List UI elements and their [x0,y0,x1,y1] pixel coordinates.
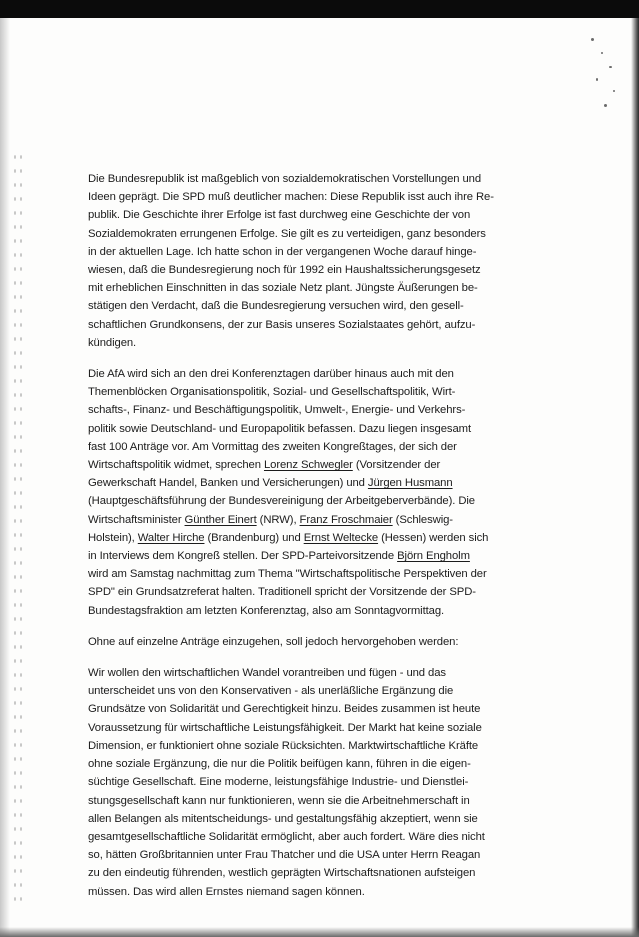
scan-bottom-edge [0,927,639,937]
speaker-name: Ernst Weltecke [303,531,379,544]
paragraph-text: (Hessen) werden sich in Interviews dem Kongreß stellen. Der SPD-Parteivorsitzende [88,531,489,563]
paragraph-economic-change [88,664,528,901]
scan-top-border [0,0,639,18]
scan-specks [587,30,621,120]
paragraph-text: Ohne auf einzelne Anträge einzugehen, soll jedoch hervorgehoben werden: [88,635,459,648]
speaker-name: Franz Froschmaier [299,513,393,526]
speaker-name: Günther Einert [184,513,257,526]
paragraph-text: (Hauptgeschäftsführung der Bundesvereinigung der Arbeitgeberverbände). Die Wirtschaftsminister [88,495,475,526]
paragraph-text: Wir wollen den wirtschaftlichen Wandel vorantreiben und fügen - und das unterscheidet uns von den Konservativen - als unerläßliche Ergänzung die Grundsätze von Solidarität und Gerechtigkeit hinzu. Beides zusammen ist heute Voraussetzung für wirtschaftliche Leistungsfähigkeit. Der Markt hat keine soziale Dimension, er funktioniert ohne soziale Rücksichten. Marktwirtschaftliche Kräfte ohne soziale Ergänzung, die nur die Politik beifügen kann, führen in die eigen- süchtige Gesellschaft. Eine moderne, leistungsfähige Industrie- und Dienstlei- stungsgesellschaft kann nur funktionieren, wenn sie die Arbeitnehmerschaft in allen Belangen als mitentscheidungs- und gestaltungsfähig akzeptiert, wenn sie gesamtgesellschaftliche Solidarität ermöglicht, aber auch fordert. Wäre dies nicht so, hätten Großbritannien unter Frau Thatcher und die USA unter Herrn Reagan zu den eindeutig führenden, westlich geprägten Wirtschaftsnationen aufsteigen müssen. Das wird allen Ernstes niemand sagen können. [88,667,485,898]
paragraph-text: Die AfA wird sich an den drei Konferenztagen darüber hinaus auch mit den Themenblöcken Organisationspolitik, Sozial- und Gesellschaftspolitik, Wirt- schafts-, Finanz- und Beschäftigungspolitik, Umwelt-, Energie- und Verkehrs- politik sowie Deutschland- und Europapolitik befassen. Dazu liegen insgesamt fast 100 Anträge vor. Am Vormittag des zweiten Kongreßtages, der sich der Wirtschaftspolitik widmet, sprechen [88,368,471,472]
speaker-name: Jürgen Husmann [367,477,453,490]
paragraph-text: wird am Samstag nachmittag zum Thema "Wirtschaftspolitische Perspektiven der SPD" ein Grundsatzreferat halten. Traditionell spricht der Vorsitzende der SPD- Bundestagsfraktion am letzten Konferenztag, also am Sonntagvormittag. [88,568,487,617]
speaker-name: Lorenz Schwegler [263,459,353,472]
letter-body [88,170,528,914]
paragraph-text: (Vorsitzender der Gewerkschaft Handel, Banken und Versicherungen) und [88,459,441,490]
scan-margin-noise [12,150,22,910]
speaker-name: Walter Hirche [137,531,205,544]
paragraph-afa-congress [88,365,528,620]
paragraph-text: (NRW), [256,513,300,526]
paragraph-domestic-politics [88,170,528,352]
speaker-name: Björn Engholm [397,550,470,563]
paragraph-emphasis-intro [88,633,528,651]
scan-left-shadow [0,18,10,937]
scan-right-edge [631,18,639,937]
paragraph-text: (Brandenburg) und [204,531,304,544]
paragraph-text: (Schleswig- Holstein), [88,513,453,544]
paragraph-text: Die Bundesrepublik ist maßgeblich von sozialdemokratischen Vorstellungen und Ideen geprägt. Die SPD muß deutlicher machen: Diese Republik isst auch ihre Re- publik. Die Geschichte ihrer Erfolge ist fast durchweg eine Geschichte der von Sozialdemokraten errungenen Erfolge. Sie gilt es zu verteidigen, ganz besonders in der aktuellen Lage. Ich hatte schon in der vergangenen Woche darauf hinge- wiesen, daß die Bundesregierung noch für 1992 ein Haushaltssicherungsgesetz mit erheblichen Einschnitten in das soziale Netz plant. Jüngste Äußerungen be- stätigen den Verdacht, daß die Bundesregierung versuchen wird, den gesell- schaftlichen Grundkonsens, der zur Basis unseres Sozialstaates gehört, aufzu- kündigen. [88,173,494,349]
